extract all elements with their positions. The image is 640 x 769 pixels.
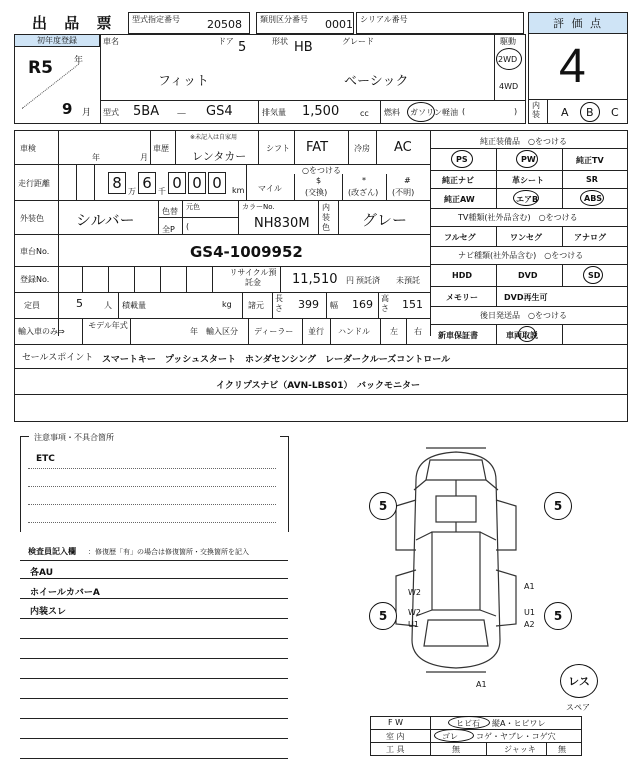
fw-value: ヒビ石: [456, 719, 480, 728]
door-count: 5: [238, 40, 247, 55]
interior-grade-b: B: [586, 106, 594, 119]
fuel-circle: [407, 102, 435, 122]
sales-point-line1: スマートキー プッシュスタート ホンダセンシング レーダークルーズコントロール: [102, 355, 451, 365]
chassis-number: GS4-1009952: [190, 243, 303, 261]
mark-u1-left: U1: [408, 620, 419, 629]
height: 151: [402, 298, 423, 311]
mileage-digit-3: 0: [168, 172, 186, 194]
serial-box: シリアル番号: [356, 12, 524, 34]
mark-a1-rear: A1: [476, 680, 487, 689]
drive-4wd: 4WD: [499, 82, 519, 91]
car-diagram: [386, 440, 526, 680]
inspector-line-3: 内装スレ: [30, 607, 67, 617]
first-reg-month: 9: [62, 100, 73, 118]
interior-value: ゴレ: [442, 732, 458, 741]
drive-circle: [496, 48, 522, 70]
inspector-label: 検査員記入欄: [28, 547, 76, 556]
tv-oneseg: ワンセグ: [510, 233, 542, 242]
tv-title: TV種類(社外品含む) ○をつける: [458, 213, 578, 222]
displacement: 1,500: [302, 104, 340, 119]
first-reg-era: R5: [28, 58, 53, 78]
score-front-right: 5: [544, 492, 572, 520]
interior-color: グレー: [362, 211, 408, 229]
car-name: フィット: [158, 74, 209, 89]
navi-memory: メモリー: [446, 293, 478, 302]
mark-a2-right: A2: [524, 620, 535, 629]
interior-grade-a: A: [561, 106, 569, 119]
sales-point-label: セールスポイント: [22, 353, 94, 363]
capacity: 5: [76, 297, 83, 310]
later-title: 後日発送品 ○をつける: [480, 311, 567, 320]
tools-value: 無: [452, 745, 460, 754]
mileage-digit-1: 8: [108, 172, 126, 194]
equip-ps: PS: [456, 155, 468, 164]
exterior-color: シルバー: [76, 211, 135, 229]
mark-w2-a: W2: [408, 588, 421, 597]
tv-fullseg: フルセグ: [444, 233, 476, 242]
inspector-line-2: ホイールカバーA: [30, 588, 100, 598]
katashiki-value: 20508: [207, 18, 242, 31]
equip-airbag: エアB: [516, 195, 539, 204]
mark-u1-right: U1: [524, 608, 535, 617]
navi-title: ナビ種類(社外品含む) ○をつける: [458, 251, 584, 260]
note-etc: ETC: [36, 454, 55, 464]
notes-label: 注意事項・不具合箇所: [34, 433, 114, 442]
mileage-digit-5: 0: [208, 172, 226, 194]
jack-value: 無: [558, 745, 566, 754]
interior-grade-c: C: [611, 106, 619, 119]
later-warranty: 新車保証書: [438, 331, 478, 340]
mark-a1-right: A1: [524, 582, 535, 591]
inspector-line-1: 各AU: [30, 568, 53, 578]
mileage-digit-4: 0: [188, 172, 206, 194]
equip-sr: SR: [586, 175, 598, 184]
spare-value: レス: [560, 664, 598, 698]
spare-label: スペア: [566, 703, 590, 712]
mileage-digit-2: 6: [138, 172, 156, 194]
score-rear-right: 5: [544, 602, 572, 630]
grade-box: 評 価 点 4 内装 A B C: [528, 12, 628, 124]
equip-leather: 革シート: [512, 176, 544, 185]
inspector-hint: ：修復歴「有」の場合は修復箇所・交換箇所を記入: [88, 548, 249, 556]
navi-dvd: DVD: [518, 271, 538, 280]
body-shape: HB: [294, 40, 313, 55]
first-reg-label: 初年度登録: [14, 34, 100, 47]
car-history: レンタカー: [192, 150, 247, 163]
recycle-fee: 11,510: [292, 272, 338, 287]
equipment-title: 純正装備品 ○をつける: [480, 137, 567, 146]
grade-score: 4: [559, 40, 586, 93]
equip-tv: 純正TV: [576, 156, 604, 165]
navi-hdd: HDD: [452, 271, 472, 280]
katashiki-box: 型式指定番号 20508: [128, 12, 250, 34]
ac-type: AC: [394, 140, 412, 155]
score-rear-left: 5: [369, 602, 397, 630]
score-front-left: 5: [369, 492, 397, 520]
length: 399: [298, 298, 319, 311]
model-prefix: 5BA: [133, 104, 160, 119]
width: 169: [352, 298, 373, 311]
sheet-title: 出 品 票: [32, 14, 118, 32]
model-code: GS4: [206, 104, 233, 119]
color-number: NH830M: [254, 216, 310, 231]
equip-navi: 純正ナビ: [442, 176, 474, 185]
later-manual: 車両取説: [506, 331, 538, 340]
ruibetsu-value: 0001: [325, 18, 353, 31]
fuel-type: ガソリン: [410, 108, 442, 117]
equip-pw: PW: [521, 155, 536, 164]
navi-dvd-play: DVD再生可: [504, 293, 548, 302]
ruibetsu-box: 類別区分番号 0001: [256, 12, 354, 34]
drive-2wd: 2WD: [498, 55, 518, 64]
mark-w2-b: W2: [408, 608, 421, 617]
equip-abs: ABS: [584, 194, 603, 203]
grade-label: 評 価 点: [529, 13, 627, 34]
navi-sd: SD: [588, 271, 601, 280]
sales-point-line2: イクリプスナビ（AVN-LBS01） バックモニター: [216, 381, 420, 391]
equip-aw: 純正AW: [444, 195, 475, 204]
shift-type: FAT: [306, 140, 329, 155]
car-grade: ベーシック: [344, 74, 409, 89]
interior-grade-circle: [580, 102, 600, 122]
tv-analog: アナログ: [574, 233, 606, 242]
